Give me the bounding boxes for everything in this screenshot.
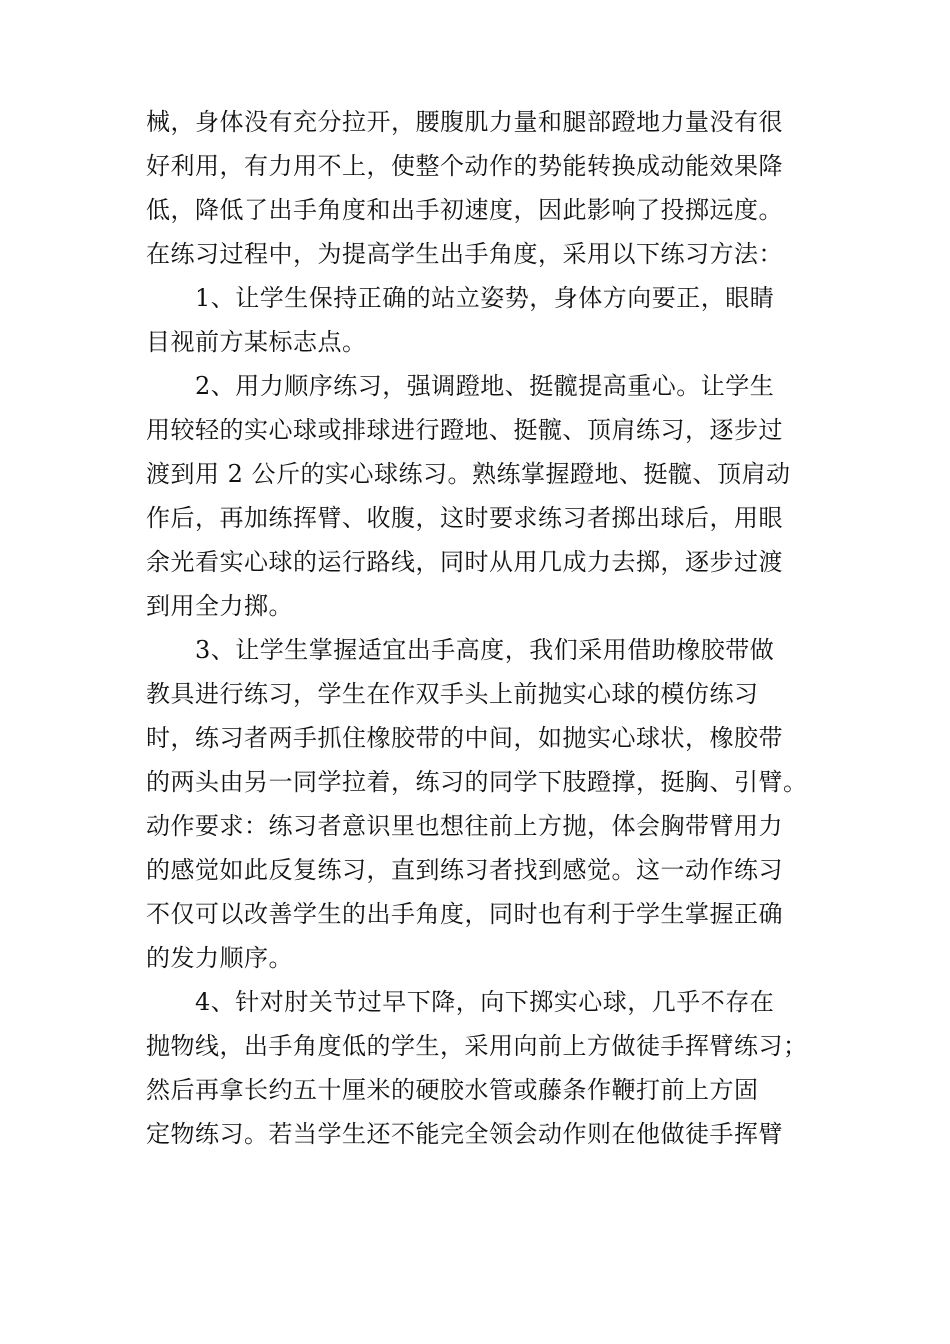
text-line: 时，练习者两手抓住橡胶带的中间，如抛实心球状，橡胶带 (146, 724, 783, 752)
text-line: 4、针对肘关节过早下降，向下掷实心球，几乎不存在 (146, 988, 775, 1016)
text-line: 作后，再加练挥臂、收腹，这时要求练习者掷出球后，用眼 (146, 504, 783, 532)
text-line: 到用全力掷。 (146, 592, 293, 620)
text-line: 用较轻的实心球或排球进行蹬地、挺髋、顶肩练习，逐步过 (146, 416, 783, 444)
text-line: 不仅可以改善学生的出手角度，同时也有利于学生掌握正确 (146, 900, 783, 928)
text-line: 教具进行练习，学生在作双手头上前抛实心球的模仿练习 (146, 680, 759, 708)
text-line: 余光看实心球的运行路线，同时从用几成力去掷，逐步过渡 (146, 548, 783, 576)
text-line: 3、让学生掌握适宜出手高度，我们采用借助橡胶带做 (146, 636, 775, 664)
text-line: 抛物线，出手角度低的学生，采用向前上方做徒手挥臂练习； (146, 1032, 808, 1060)
text-line: 的两头由另一同学拉着，练习的同学下肢蹬撑，挺胸、引臂。 (146, 768, 808, 796)
text-line: 好利用，有力用不上，使整个动作的势能转换成动能效果降 (146, 152, 783, 180)
body-text (146, 100, 806, 1156)
text-line: 动作要求：练习者意识里也想往前上方抛，体会胸带臂用力 (146, 812, 783, 840)
text-line: 低，降低了出手角度和出手初速度，因此影响了投掷远度。 (146, 196, 783, 224)
text-line: 械，身体没有充分拉开，腰腹肌力量和腿部蹬地力量没有很 (146, 108, 783, 136)
text-line: 1、让学生保持正确的站立姿势，身体方向要正，眼睛 (146, 284, 775, 312)
text-line: 目视前方某标志点。 (146, 328, 367, 356)
text-line: 然后再拿长约五十厘米的硬胶水管或藤条作鞭打前上方固 (146, 1076, 759, 1104)
text-line: 渡到用 2 公斤的实心球练习。熟练掌握蹬地、挺髋、顶肩动 (146, 460, 791, 488)
text-line: 在练习过程中，为提高学生出手角度，采用以下练习方法： (146, 240, 783, 268)
text-line: 的发力顺序。 (146, 944, 293, 972)
text-line: 的感觉如此反复练习，直到练习者找到感觉。这一动作练习 (146, 856, 783, 884)
text-line: 2、用力顺序练习，强调蹬地、挺髋提高重心。让学生 (146, 372, 775, 400)
text-line: 定物练习。若当学生还不能完全领会动作则在他做徒手挥臂 (146, 1120, 783, 1148)
